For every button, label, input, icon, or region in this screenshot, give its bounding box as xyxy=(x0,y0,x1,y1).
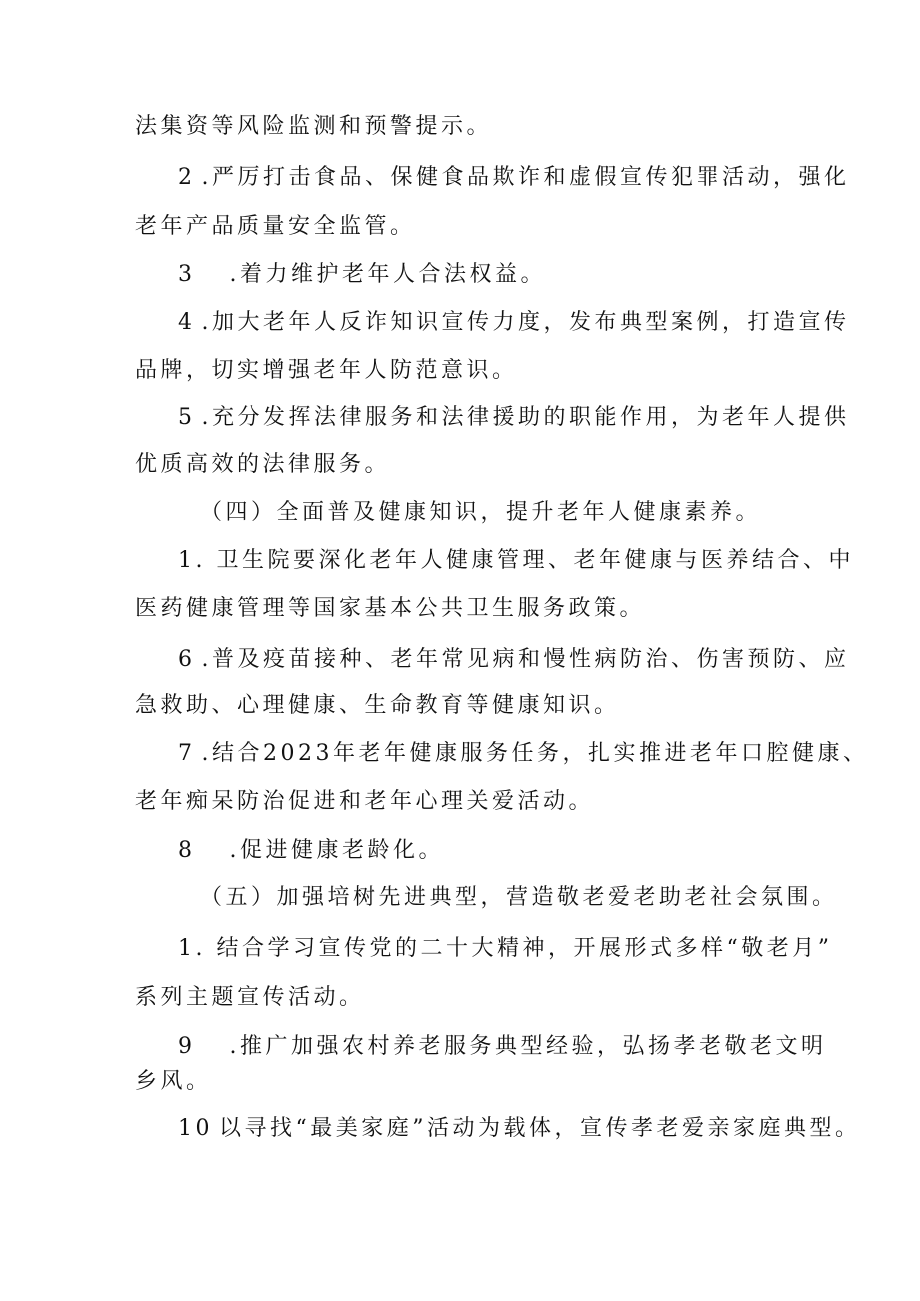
paragraph-line xyxy=(135,450,390,480)
item-dot: . xyxy=(201,310,212,335)
section-heading-4 xyxy=(200,498,761,528)
paragraph-line xyxy=(135,691,620,721)
item-dot: . xyxy=(229,262,240,287)
paragraph-line xyxy=(135,112,492,142)
line-text: 着力维护老年人合法权益。 xyxy=(240,262,547,287)
item-dot: . xyxy=(201,405,212,430)
item-number: 9 xyxy=(178,1034,196,1059)
list-item-1b xyxy=(178,934,832,964)
line-text: 医药健康管理等国家基本公共卫生服务政策。 xyxy=(135,596,646,621)
line-text: 乡风。 xyxy=(135,1069,212,1094)
item-number: 6 xyxy=(178,647,196,672)
paragraph-line xyxy=(135,983,365,1013)
line-text: 法集资等风险监测和预警提示。 xyxy=(135,114,493,139)
list-item-3 xyxy=(178,260,546,290)
list-item-4 xyxy=(178,308,850,338)
list-item-2 xyxy=(178,163,850,193)
list-item-7 xyxy=(178,739,869,769)
line-text: 系列主题宣传活动。 xyxy=(135,985,365,1010)
line-text: （五）加强培树先进典型，营造敬老爱老助老社会氛围。 xyxy=(200,885,838,910)
item-dot: . xyxy=(201,165,212,190)
item-number: 3 xyxy=(178,262,196,287)
line-text: 1. 结合学习宣传党的二十大精神，开展形式多样“敬老月” xyxy=(178,936,833,961)
item-dot: . xyxy=(229,838,240,863)
list-item-5 xyxy=(178,403,850,433)
item-number: 8 xyxy=(178,838,196,863)
item-number: 10 xyxy=(178,1116,213,1141)
line-text: 急救助、心理健康、生命教育等健康知识。 xyxy=(135,693,620,718)
line-text: 严厉打击食品、保健食品欺诈和虚假宣传犯罪活动，强化 xyxy=(212,165,850,190)
line-text: 老年产品质量安全监管。 xyxy=(135,214,416,239)
item-number: 4 xyxy=(178,310,196,335)
line-text: 推广加强农村养老服务典型经验，弘扬孝老敬老文明 xyxy=(240,1034,827,1059)
line-text: 老年痴呆防治促进和老年心理关爱活动。 xyxy=(135,789,595,814)
line-text: 加大老年人反诈知识宣传力度，发布典型案例，打造宣传 xyxy=(212,310,850,335)
paragraph-line xyxy=(135,356,518,386)
list-item-1 xyxy=(178,546,854,576)
list-item-9 xyxy=(178,1032,827,1062)
list-item-6 xyxy=(178,645,850,675)
paragraph-line xyxy=(135,1067,212,1097)
line-text: 1. 卫生院要深化老年人健康管理、老年健康与医养结合、中 xyxy=(178,548,854,573)
paragraph-line xyxy=(135,594,645,624)
item-number: 5 xyxy=(178,405,196,430)
item-dot: . xyxy=(201,741,212,766)
line-text: 促进健康老龄化。 xyxy=(240,838,445,863)
item-number: 7 xyxy=(178,741,196,766)
line-text: 充分发挥法律服务和法律援助的职能作用，为老年人提供 xyxy=(212,405,850,430)
line-text: 优质高效的法律服务。 xyxy=(135,452,391,477)
item-number: 2 xyxy=(178,165,196,190)
list-item-10 xyxy=(178,1114,861,1144)
line-text: （四）全面普及健康知识，提升老年人健康素养。 xyxy=(200,500,762,525)
paragraph-line xyxy=(135,787,594,817)
section-heading-5 xyxy=(200,883,838,913)
line-text: 结合2023年老年健康服务任务，扎实推进老年口腔健康、 xyxy=(212,741,869,766)
item-dot: . xyxy=(201,647,212,672)
list-item-8 xyxy=(178,836,444,866)
item-dot: . xyxy=(229,1034,240,1059)
line-text: 品牌，切实增强老年人防范意识。 xyxy=(135,358,518,383)
paragraph-line xyxy=(135,212,416,242)
line-text: 普及疫苗接种、老年常见病和慢性病防治、伤害预防、应 xyxy=(212,647,850,672)
line-text: 以寻找“最美家庭”活动为载体，宣传孝老爱亲家庭典型。 xyxy=(219,1116,861,1141)
